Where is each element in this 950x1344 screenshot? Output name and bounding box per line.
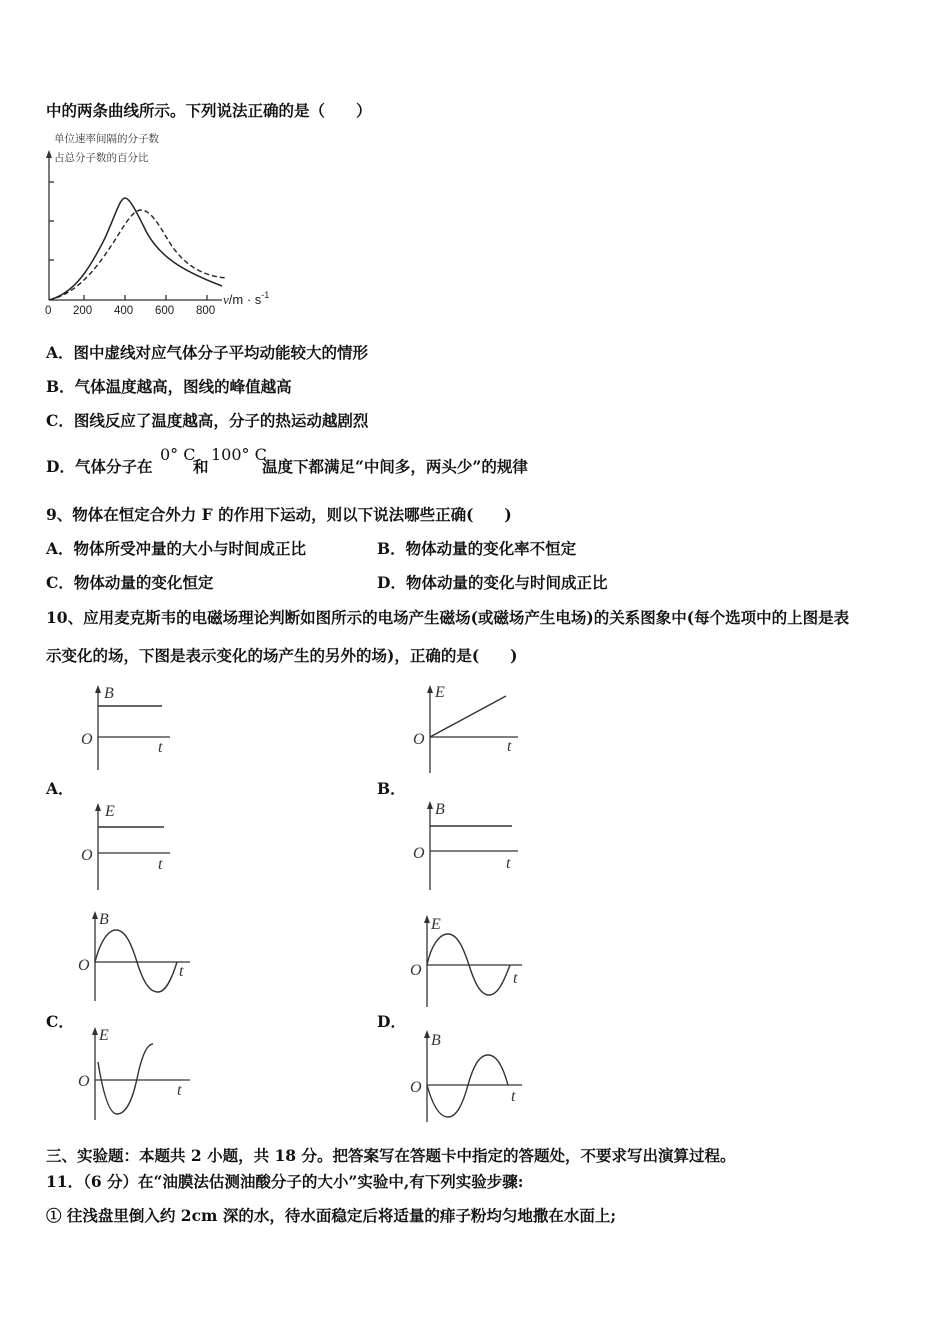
q11-step1: ① 往浅盘里倒入约 2cm 深的水，待水面稳定后将适量的痱子粉均匀地撒在水面上; (46, 1206, 617, 1225)
q10-c-top-sine (95, 930, 177, 992)
svg-text:t: t (158, 856, 163, 873)
svg-text:t: t (179, 963, 184, 980)
q8-option-c: C．图线反应了温度越高，分子的热运动越剧烈 (46, 411, 369, 430)
q8-y-arrow (46, 150, 52, 158)
q8-option-d-suffix: 温度下都满足“中间多，两头少”的规律 (262, 457, 528, 476)
q8-option-d-temp1: 0° C (160, 445, 196, 464)
q10-label-c: C． (46, 1012, 74, 1031)
q8-tick-800: 800 (196, 305, 216, 317)
q9-option-a: A．物体所受冲量的大小与时间成正比 (46, 539, 307, 558)
svg-text:t: t (507, 738, 512, 755)
svg-text:B: B (99, 911, 109, 928)
q10-label-b: B． (377, 779, 406, 798)
svg-text:O: O (413, 731, 425, 748)
q9-option-b: B．物体动量的变化率不恒定 (377, 539, 577, 558)
q8-dashed-curve (49, 210, 227, 300)
svg-text:B: B (104, 685, 114, 702)
q10-stem-line2: 示变化的场，下图是表示变化的场产生的另外的场)，正确的是( ) (46, 646, 518, 665)
q9-stem: 9、物体在恒定合外力 F 的作用下运动，则以下说法哪些正确( ) (46, 505, 512, 524)
svg-text:t: t (177, 1082, 182, 1099)
q8-tick-0: 0 (45, 305, 52, 317)
svg-text:B: B (435, 801, 445, 818)
q8-speed-distribution-graph (40, 128, 340, 318)
q8-ylabel-line1: 单位速率间隔的分子数 (54, 134, 159, 145)
svg-text:E: E (105, 803, 115, 820)
svg-text:O: O (81, 847, 93, 864)
svg-text:t: t (158, 739, 163, 756)
svg-text:E: E (435, 684, 445, 701)
svg-text:O: O (413, 845, 425, 862)
q10-b-bottom-graph (400, 796, 540, 891)
q8-option-b: B．气体温度越高，图线的峰值越高 (46, 377, 292, 396)
q10-b-top-line (430, 696, 506, 737)
q8-option-a: A．图中虚线对应气体分子平均动能较大的情形 (46, 343, 369, 362)
q8-option-d-and: 和 (193, 457, 209, 476)
q9-option-d: D．物体动量的变化与时间成正比 (377, 573, 608, 592)
q8-x-unit: $v/m \cdot s^{-1}$ (223, 290, 270, 307)
q10-d-bottom-graph (400, 1025, 540, 1125)
q8-option-d-temp2: 100° C (211, 445, 267, 464)
svg-text:t: t (513, 970, 518, 987)
q8-tick-200: 200 (73, 305, 93, 317)
svg-text:O: O (78, 1073, 90, 1090)
q10-a-top-graph (70, 680, 200, 780)
svg-text:t: t (506, 855, 511, 872)
q8-tick-600: 600 (155, 305, 175, 317)
svg-text:E: E (99, 1027, 109, 1044)
svg-text:O: O (410, 1079, 422, 1096)
q10-label-d: D． (377, 1012, 406, 1031)
q8-ylabel-line2: 占总分子数的百分比 (54, 153, 149, 164)
q10-c-bottom-graph (70, 1022, 210, 1122)
q8-solid-curve (49, 198, 222, 300)
q10-c-top-graph (70, 906, 210, 1006)
q10-b-top-graph (400, 680, 540, 780)
svg-text:t: t (511, 1088, 516, 1105)
q8-stem-tail: 中的两条曲线所示。下列说法正确的是（ ） (46, 101, 372, 120)
q8-tick-400: 400 (114, 305, 134, 317)
svg-text:B: B (431, 1032, 441, 1049)
section3-heading: 三、实验题：本题共 2 小题，共 18 分。把答案写在答题卡中指定的答题处，不要求写出演算过程。 (46, 1146, 736, 1165)
svg-text:E: E (431, 916, 441, 933)
svg-text:O: O (81, 731, 93, 748)
q10-c-bottom-cosine (98, 1044, 153, 1114)
q10-stem-line1: 10、应用麦克斯韦的电磁场理论判断如图所示的电场产生磁场(或磁场产生电场)的关系图象中(每个选项中的上图是表 (46, 608, 850, 627)
svg-text:O: O (78, 957, 90, 974)
q9-option-c: C．物体动量的变化恒定 (46, 573, 214, 592)
q8-option-d-prefix: D．气体分子在 (46, 457, 153, 476)
q11-stem: 11．（6 分）在“油膜法估测油酸分子的大小”实验中,有下列实验步骤: (46, 1172, 524, 1191)
q10-label-a: A． (46, 779, 74, 798)
q10-d-top-graph (400, 910, 540, 1010)
q10-d-bottom-sine (427, 1055, 508, 1117)
svg-text:O: O (410, 962, 422, 979)
q10-a-bottom-graph (70, 798, 200, 893)
